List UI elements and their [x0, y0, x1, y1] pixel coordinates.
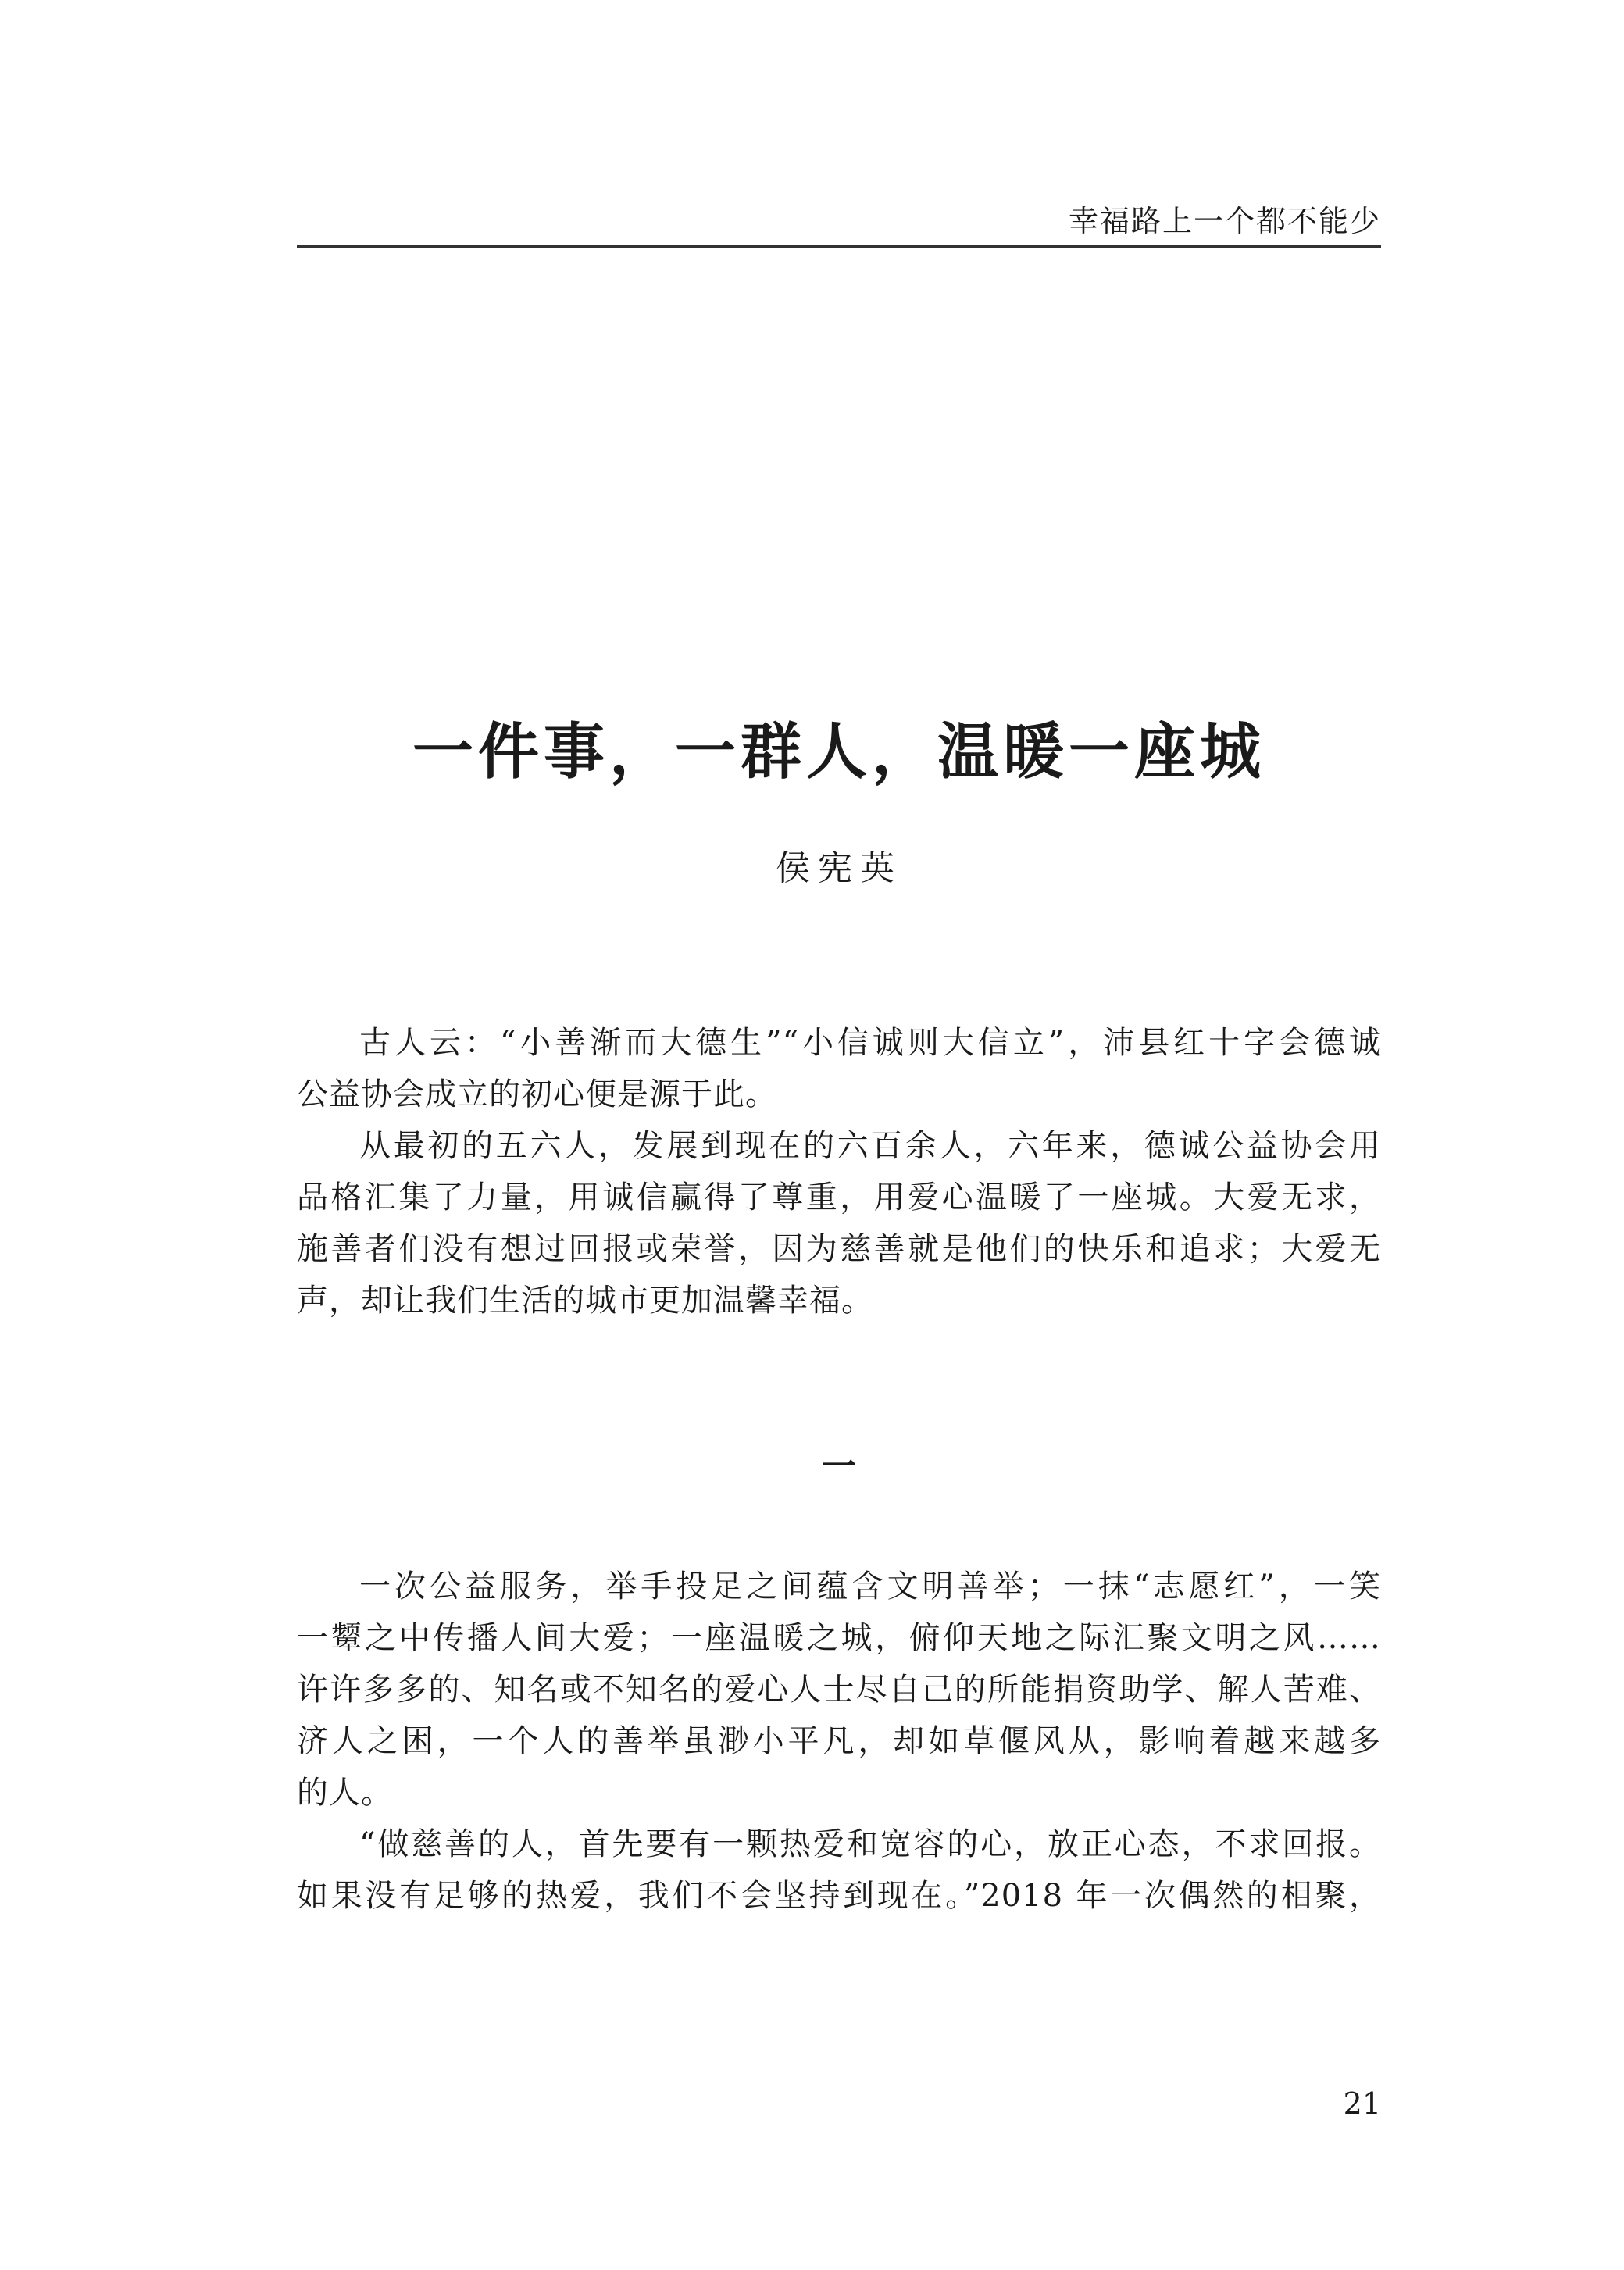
chapter-title: 一件事，一群人，温暖一座城: [412, 716, 1265, 787]
text-line: 的人。: [297, 1775, 393, 1811]
paragraph: [297, 1561, 1381, 1818]
text-line: 一次公益服务，举手投足之间蕴含文明善举；一抹“志愿红”，一笑: [359, 1569, 1381, 1604]
paragraph: [297, 1818, 1381, 1922]
paragraph: [297, 1017, 1381, 1120]
header-rule: [297, 245, 1381, 248]
text-line: 品格汇集了力量，用诚信赢得了尊重，用爱心温暖了一座城。大爱无求，: [297, 1180, 1381, 1215]
text-line: 如果没有足够的热爱，我们不会坚持到现在。”2018 年一次偶然的相聚，: [297, 1878, 1381, 1914]
text-line: “做慈善的人，首先要有一颗热爱和宽容的心，放正心态，不求回报。: [359, 1826, 1381, 1862]
intro-block: [297, 1017, 1381, 1326]
text-line: 古人云：“小善渐而大德生”“小信诚则大信立”，沛县红十字会德诚: [359, 1025, 1381, 1061]
text-line: 声，却让我们生活的城市更加温馨幸福。: [297, 1283, 873, 1319]
text-line: 一颦之中传播人间大爱；一座温暖之城，俯仰天地之际汇聚文明之风……: [297, 1620, 1381, 1656]
text-line: 公益协会成立的初心便是源于此。: [297, 1076, 777, 1112]
text-line: 许许多多的、知名或不知名的爱心人士尽自己的所能捐资助学、解人苦难、: [297, 1672, 1381, 1708]
running-head: 幸福路上一个都不能少: [1068, 204, 1381, 238]
paragraph: [297, 1120, 1381, 1326]
section-block: [297, 1561, 1381, 1922]
text-line: 从最初的五六人，发展到现在的六百余人，六年来，德诚公益协会用: [359, 1128, 1381, 1164]
author-name: 侯宪英: [776, 848, 902, 888]
page-number: 21: [1343, 2086, 1381, 2121]
section-number: 一: [822, 1447, 856, 1487]
text-line: 济人之困，一个人的善举虽渺小平凡，却如草偃风从，影响着越来越多: [297, 1723, 1381, 1759]
text-line: 施善者们没有想过回报或荣誉，因为慈善就是他们的快乐和追求；大爱无: [297, 1231, 1381, 1267]
